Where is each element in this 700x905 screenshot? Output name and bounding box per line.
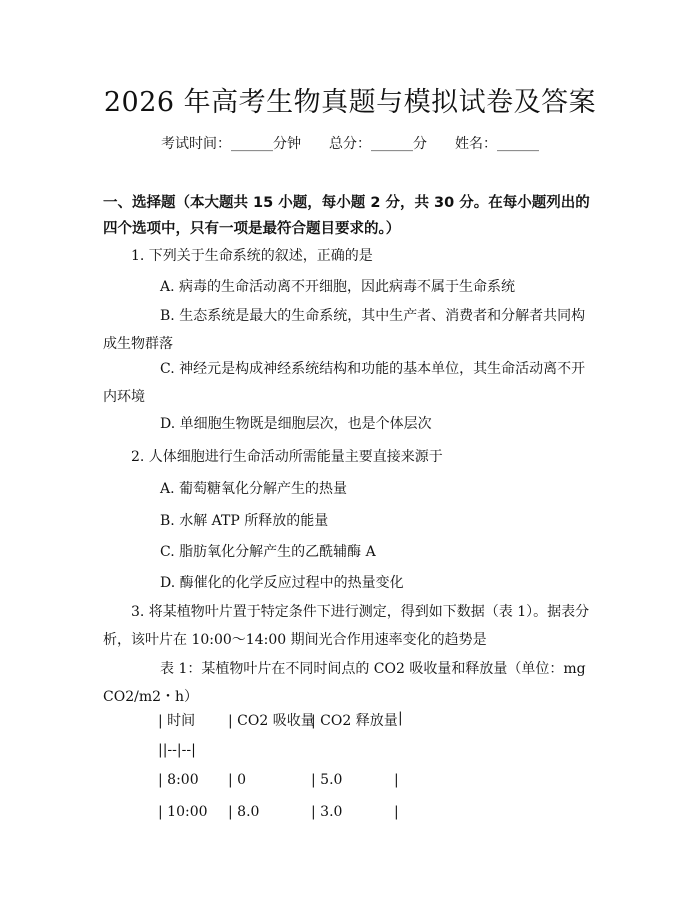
- table-cell: | 0: [228, 772, 247, 788]
- question-1-option-c: C. 神经元是构成神经系统结构和功能的基本单位，其生命活动离不开内环境: [103, 361, 586, 405]
- question-2-option-a: A. 葡萄糖氧化分解产生的热量: [160, 481, 348, 497]
- question-1-option-a: A. 病毒的生命活动离不开细胞，因此病毒不属于生命系统: [160, 279, 516, 295]
- table-header-time: | 时间: [158, 713, 196, 729]
- table-cell: | 3.0: [311, 804, 343, 820]
- table-cell: | 10:00: [158, 804, 208, 820]
- question-1-option-d: D. 单细胞生物既是细胞层次，也是个体层次: [160, 416, 432, 432]
- table-separator: ||--|--|: [158, 742, 196, 758]
- table-caption: 表 1：某植物叶片在不同时间点的 CO2 吸收量和释放量（单位：mg CO2/m2・h）: [103, 661, 586, 705]
- page-title: 2026 年高考生物真题与模拟试卷及答案: [103, 87, 597, 118]
- exam-meta: [0, 133, 700, 153]
- table-cell: |: [394, 772, 399, 788]
- table-cell: | 8.0: [228, 804, 260, 820]
- table-cell: | 5.0: [311, 772, 343, 788]
- question-2-option-d: D. 酶催化的化学反应过程中的热量变化: [160, 575, 404, 591]
- table-header-release: | CO2 释放量: [311, 713, 398, 729]
- table-header-end: |: [398, 710, 403, 726]
- question-1-stem: 1. 下列关于生命系统的叙述，正确的是: [131, 248, 373, 264]
- question-1-option-b: B. 生态系统是最大的生命系统，其中生产者、消费者和分解者共同构成生物群落: [103, 308, 586, 352]
- question-2-stem: 2. 人体细胞进行生命活动所需能量主要直接来源于: [131, 449, 443, 465]
- table-header-absorb: | CO2 吸收量: [228, 713, 315, 729]
- question-3-stem: 3. 将某植物叶片置于特定条件下进行测定，得到如下数据（表 1）。据表分析，该叶片在 10:00～14:00 期间光合作用速率变化的趋势是: [103, 604, 590, 648]
- total-score-field: 总分：______分: [329, 136, 427, 152]
- table-cell: | 8:00: [158, 772, 199, 788]
- exam-time-field: 考试时间：______分钟: [161, 136, 301, 152]
- table-cell: |: [394, 804, 399, 820]
- section-heading: 一、选择题（本大题共 15 小题，每小题 2 分，共 30 分。在每小题列出的四个选项中，只有一项是最符合题目要求的。）: [103, 195, 590, 237]
- student-name-field: 姓名：______: [455, 136, 539, 152]
- question-2-option-b: B. 水解 ATP 所释放的能量: [160, 513, 329, 529]
- question-2-option-c: C. 脂肪氧化分解产生的乙酰辅酶 A: [160, 544, 376, 560]
